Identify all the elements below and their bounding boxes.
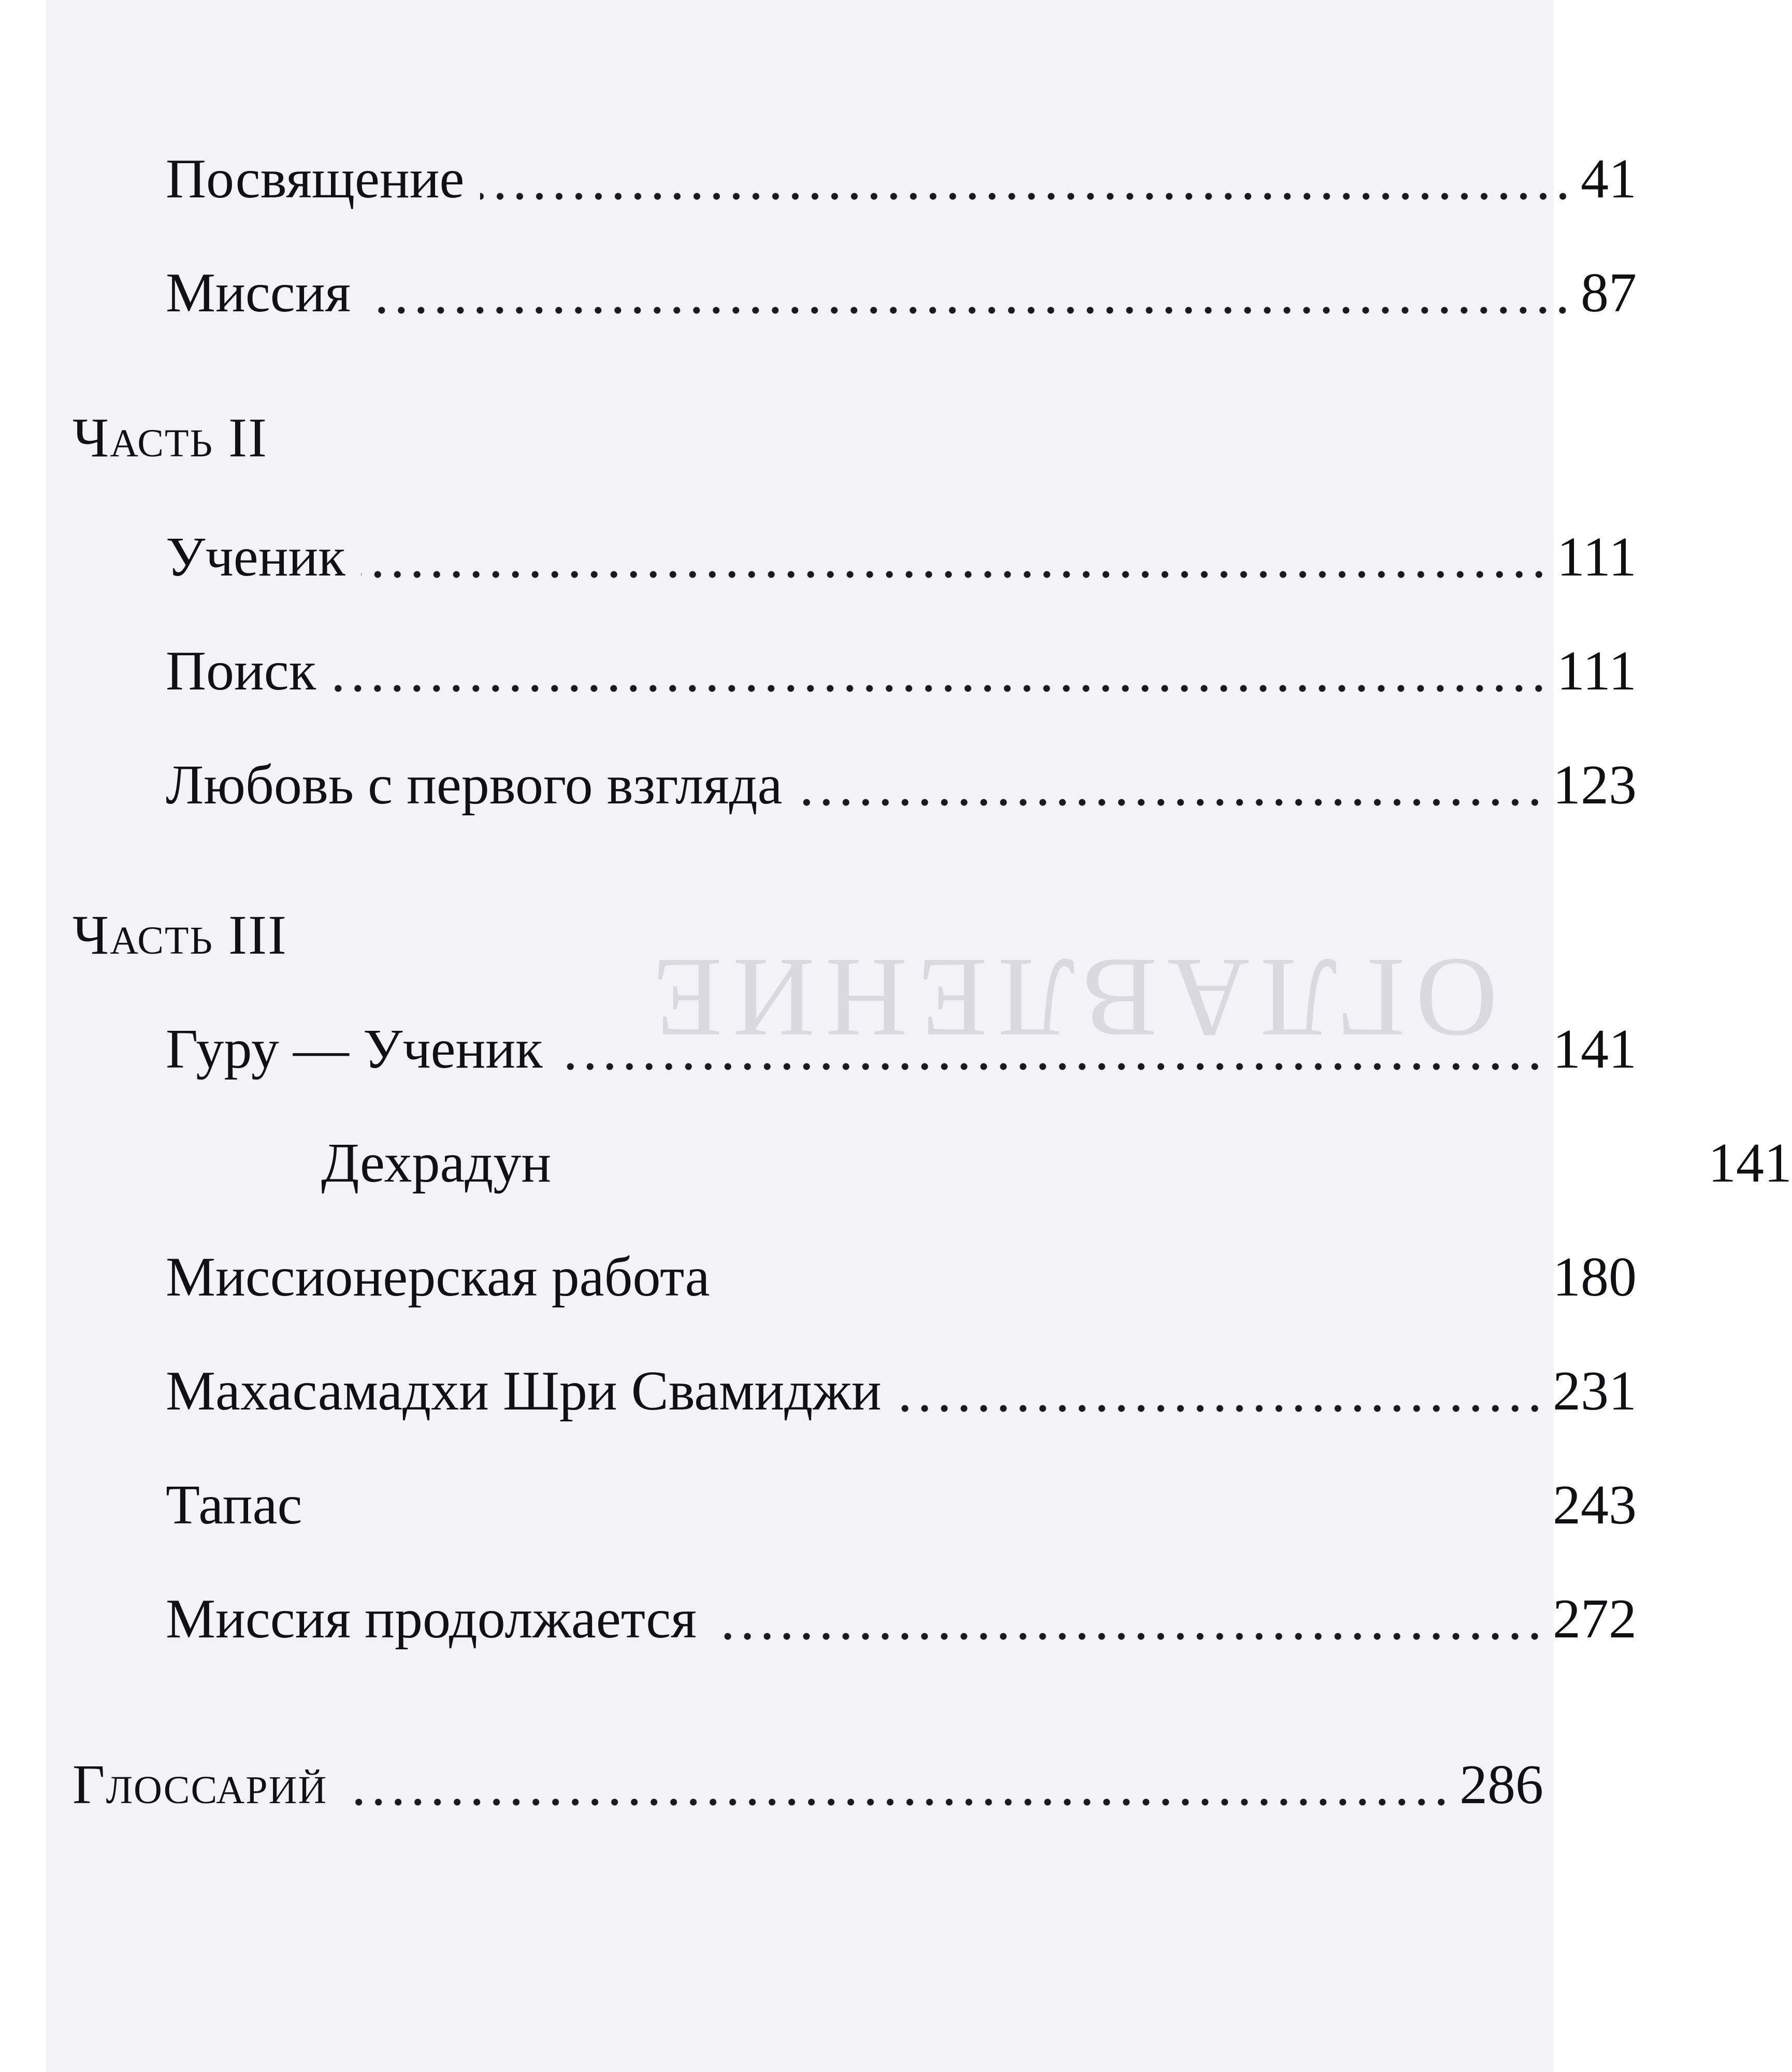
part-heading-label: Часть III (73, 904, 287, 966)
toc-entry-title: Поиск (166, 640, 316, 702)
toc-entry[interactable] (0, 730, 1637, 816)
toc-entry-title: Посвящение (166, 148, 465, 210)
dot-leader (712, 1633, 1544, 1640)
toc-entry-title: Любовь с первого взгляда (166, 754, 783, 816)
dot-leader (343, 1798, 1451, 1806)
toc-subentry[interactable] (0, 1109, 1792, 1194)
toc-entry-glossary[interactable] (0, 1730, 1543, 1816)
toc-entry-page: 141 (1553, 1018, 1637, 1080)
toc-entry[interactable] (0, 238, 1637, 324)
toc-entry-page: 87 (1581, 262, 1637, 324)
toc-entry-title: Тапас (166, 1474, 302, 1536)
toc-entry-title: Махасамадхи Шри Свамиджи (166, 1360, 881, 1422)
toc-entry-title: Глоссарий (73, 1754, 328, 1816)
toc-entry-title: Миссия продолжается (166, 1588, 697, 1650)
toc-entry-title: Гуру — Ученик (166, 1018, 543, 1080)
toc-entry-title: Миссия (166, 262, 351, 324)
toc-entry-page: 286 (1459, 1754, 1543, 1816)
toc-entry[interactable] (0, 995, 1637, 1080)
dot-leader (558, 1063, 1544, 1070)
dot-leader (798, 799, 1544, 806)
part-heading (0, 881, 1543, 966)
dot-leader (361, 571, 1549, 578)
toc-entry-page: 180 (1553, 1246, 1637, 1308)
toc-entry-page: 41 (1581, 148, 1637, 210)
toc-entry-title: Миссионерская работа (166, 1246, 710, 1308)
toc-entry-page: 243 (1553, 1474, 1637, 1536)
toc-entry-page: 123 (1553, 754, 1637, 816)
toc-entry[interactable] (0, 616, 1637, 702)
dot-leader (331, 685, 1549, 692)
dot-leader (897, 1405, 1544, 1412)
toc-entry-title: Ученик (166, 526, 345, 588)
toc-entry-page: 141 (1708, 1132, 1792, 1194)
toc-entry-page: 111 (1557, 640, 1637, 702)
toc-entry-title: Дехрадун (321, 1132, 552, 1194)
part-heading-label: Часть II (73, 407, 268, 469)
dot-leader (480, 193, 1573, 200)
toc-entry[interactable] (0, 1450, 1637, 1536)
toc-entry[interactable] (0, 1222, 1637, 1308)
bleed-through-title: ОГЛАВЛЕНИЕ (642, 935, 1498, 1061)
toc-entry[interactable] (0, 1336, 1637, 1422)
part-heading (0, 383, 1543, 469)
toc-entry[interactable] (0, 124, 1637, 210)
toc-entry-page: 272 (1553, 1588, 1637, 1650)
toc-entry[interactable] (0, 1564, 1637, 1650)
toc-entry-page: 111 (1557, 526, 1637, 588)
toc-entry-page: 231 (1553, 1360, 1637, 1422)
toc-entry[interactable] (0, 502, 1637, 588)
dot-leader (366, 307, 1572, 314)
